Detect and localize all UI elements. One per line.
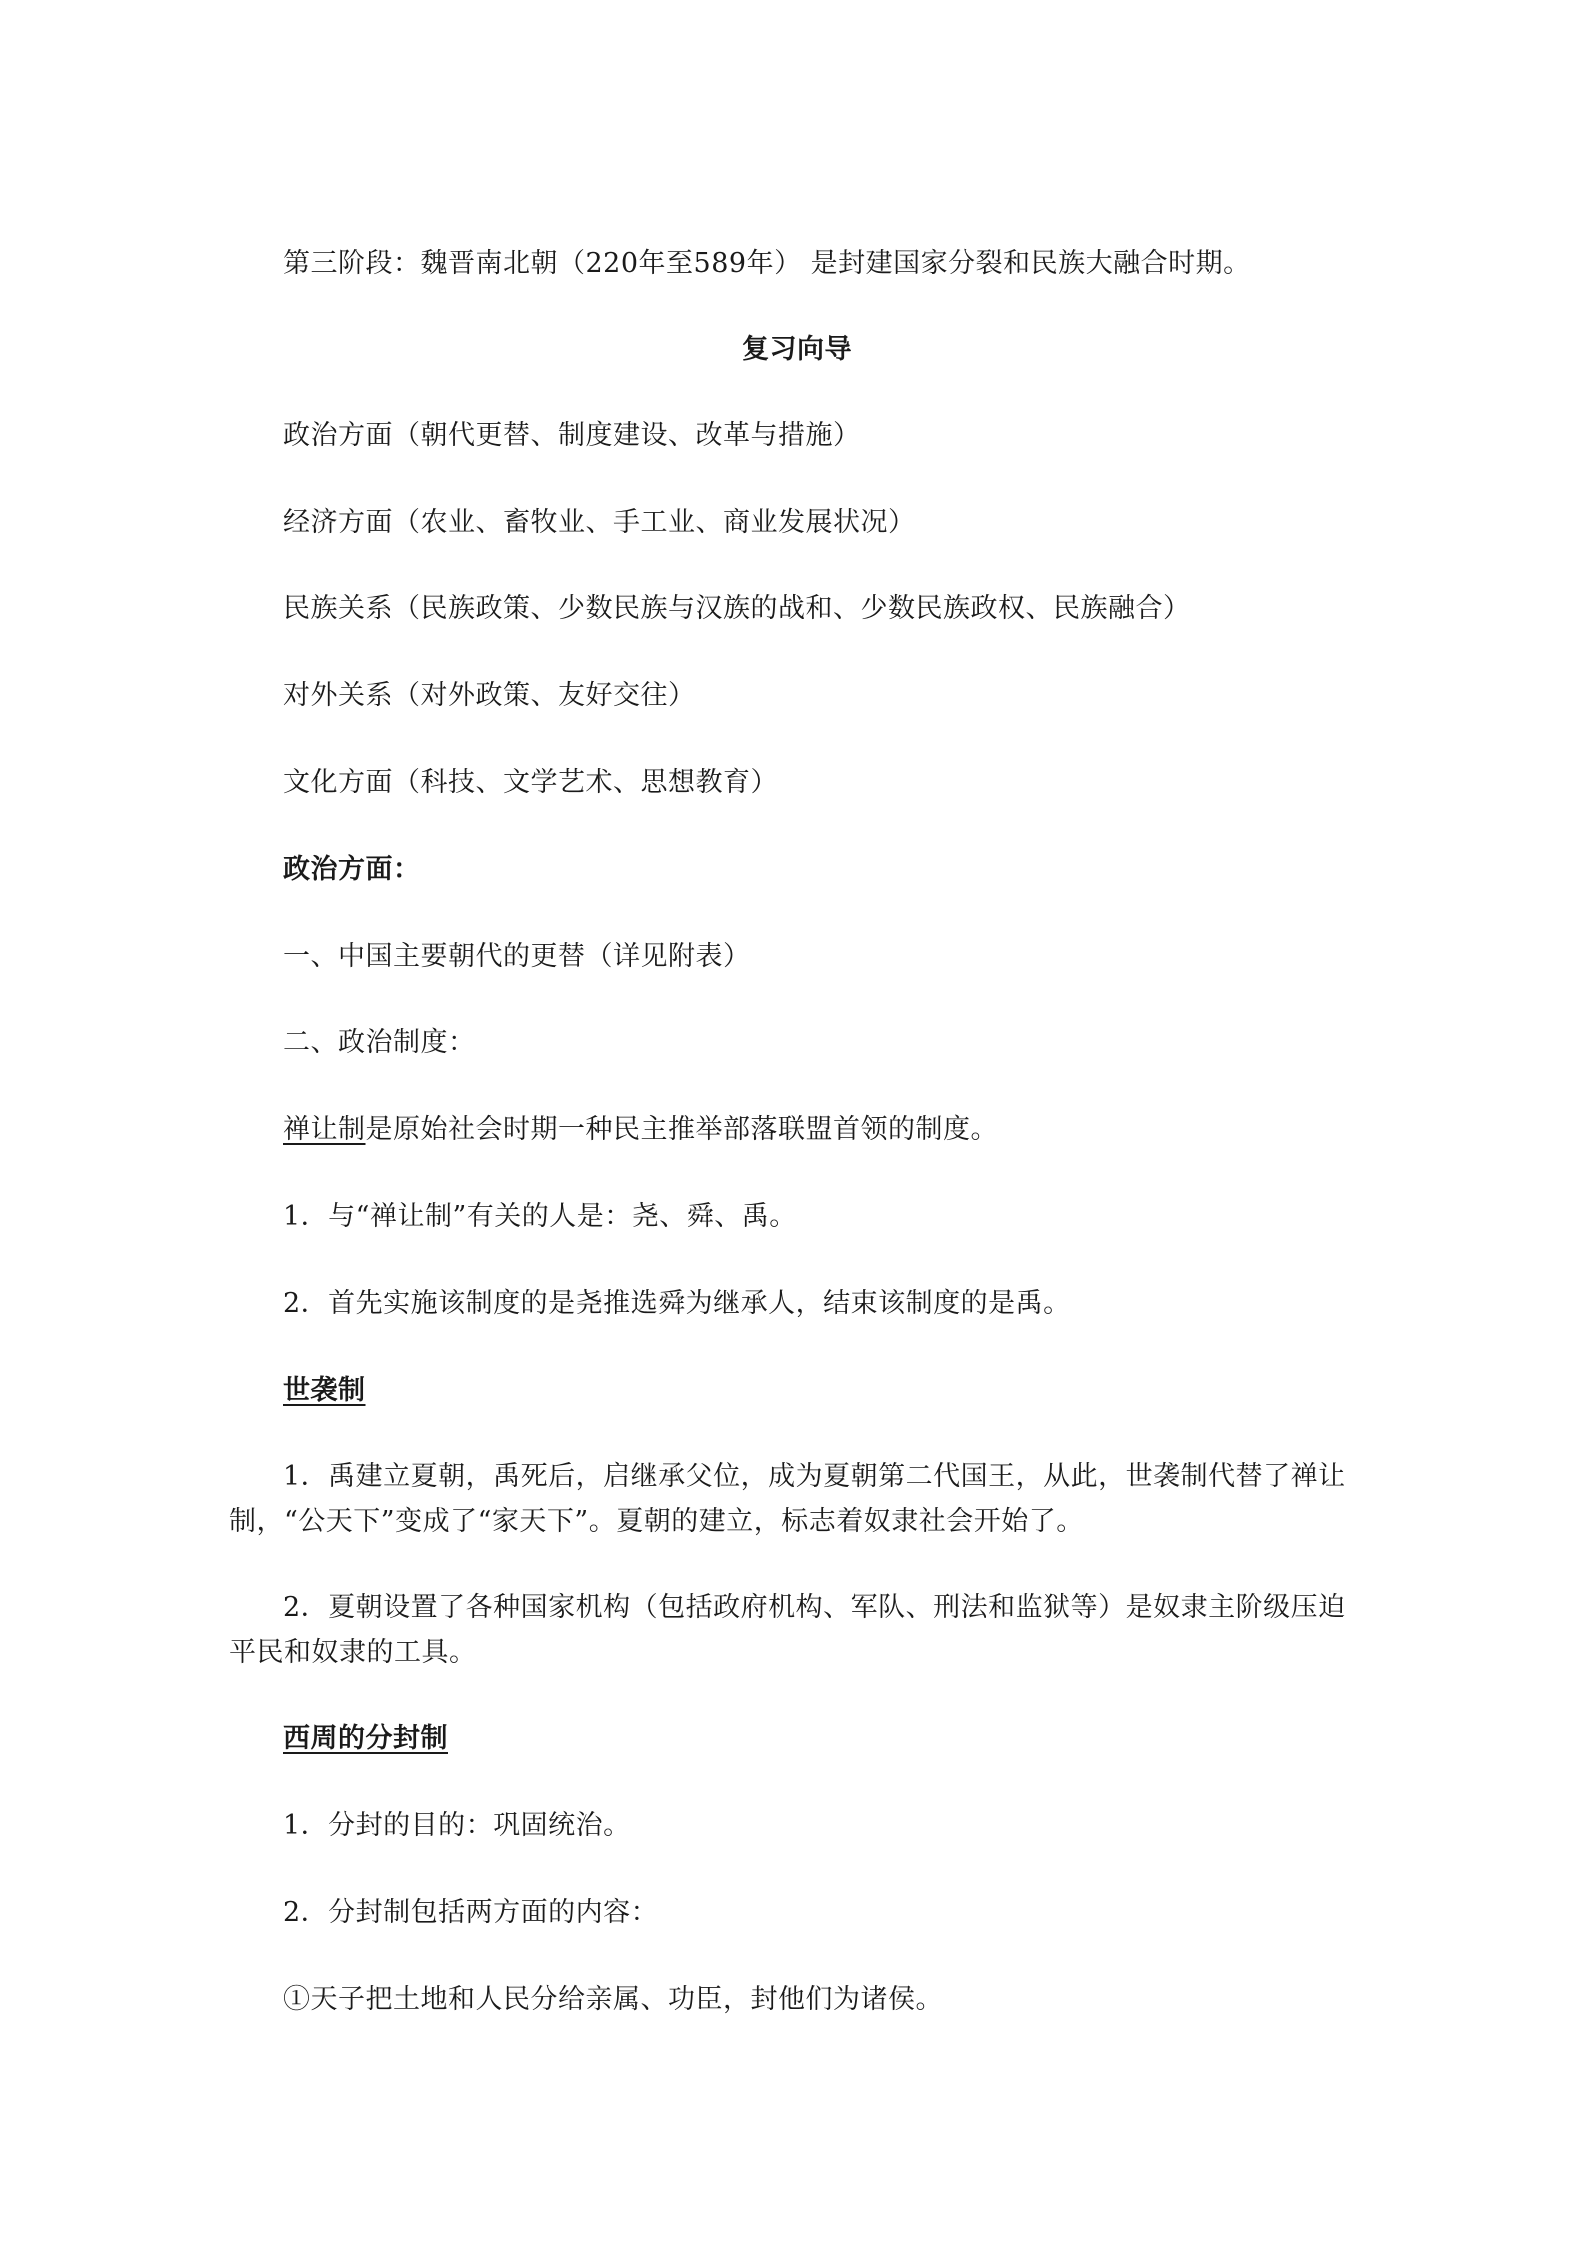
shanrang-definition-text: 是原始社会时期一种民主推举部落联盟首领的制度。 [365, 1114, 998, 1145]
fenfeng-point-2: 2．分封制包括两方面的内容： [283, 1897, 659, 1928]
shixi-point-2-line-2: 平民和奴隶的工具。 [229, 1637, 477, 1668]
guide-item-economy: 经济方面（农业、畜牧业、手工业、商业发展状况） [283, 507, 916, 538]
guide-title: 复习向导 [742, 334, 852, 365]
stage-line: 第三阶段：魏晋南北朝（220年至589年） 是封建国家分裂和民族大融合时期。 [283, 248, 1251, 279]
shixi-point-1-line-1: 1．禹建立夏朝，禹死后，启继承父位，成为夏朝第二代国王，从此，世袭制代替了禅让 [283, 1461, 1346, 1492]
politics-heading: 政治方面： [283, 854, 421, 885]
shixi-title [283, 1371, 366, 1411]
fenfeng-item-1: ①天子把土地和人民分给亲属、功臣，封他们为诸侯。 [283, 1984, 943, 2015]
shanrang-definition [283, 1110, 998, 1150]
shixi-title-text: 世袭制 [283, 1375, 366, 1406]
guide-item-foreign: 对外关系（对外政策、友好交往） [283, 680, 696, 711]
fenfeng-title-text: 西周的分封制 [283, 1723, 448, 1754]
fenfeng-title [283, 1719, 448, 1759]
section-systems: 二、政治制度： [283, 1027, 476, 1058]
guide-item-culture: 文化方面（科技、文学艺术、思想教育） [283, 767, 778, 798]
shanrang-point-2: 2．首先实施该制度的是尧推选舜为继承人，结束该制度的是禹。 [283, 1288, 1071, 1319]
guide-item-ethnic: 民族关系（民族政策、少数民族与汉族的战和、少数民族政权、民族融合） [283, 593, 1191, 624]
guide-item-politics: 政治方面（朝代更替、制度建设、改革与措施） [283, 420, 861, 451]
shanrang-term: 禅让制 [283, 1114, 366, 1145]
shixi-point-2-line-1: 2．夏朝设置了各种国家机构（包括政府机构、军队、刑法和监狱等）是奴隶主阶级压迫 [283, 1592, 1346, 1623]
shanrang-point-1: 1．与“禅让制”有关的人是：尧、舜、禹。 [283, 1201, 797, 1232]
section-dynasties: 一、中国主要朝代的更替（详见附表） [283, 941, 751, 972]
shixi-point-1-line-2: 制，“公天下”变成了“家天下”。夏朝的建立，标志着奴隶社会开始了。 [229, 1506, 1084, 1537]
fenfeng-point-1: 1．分封的目的：巩固统治。 [283, 1810, 631, 1841]
